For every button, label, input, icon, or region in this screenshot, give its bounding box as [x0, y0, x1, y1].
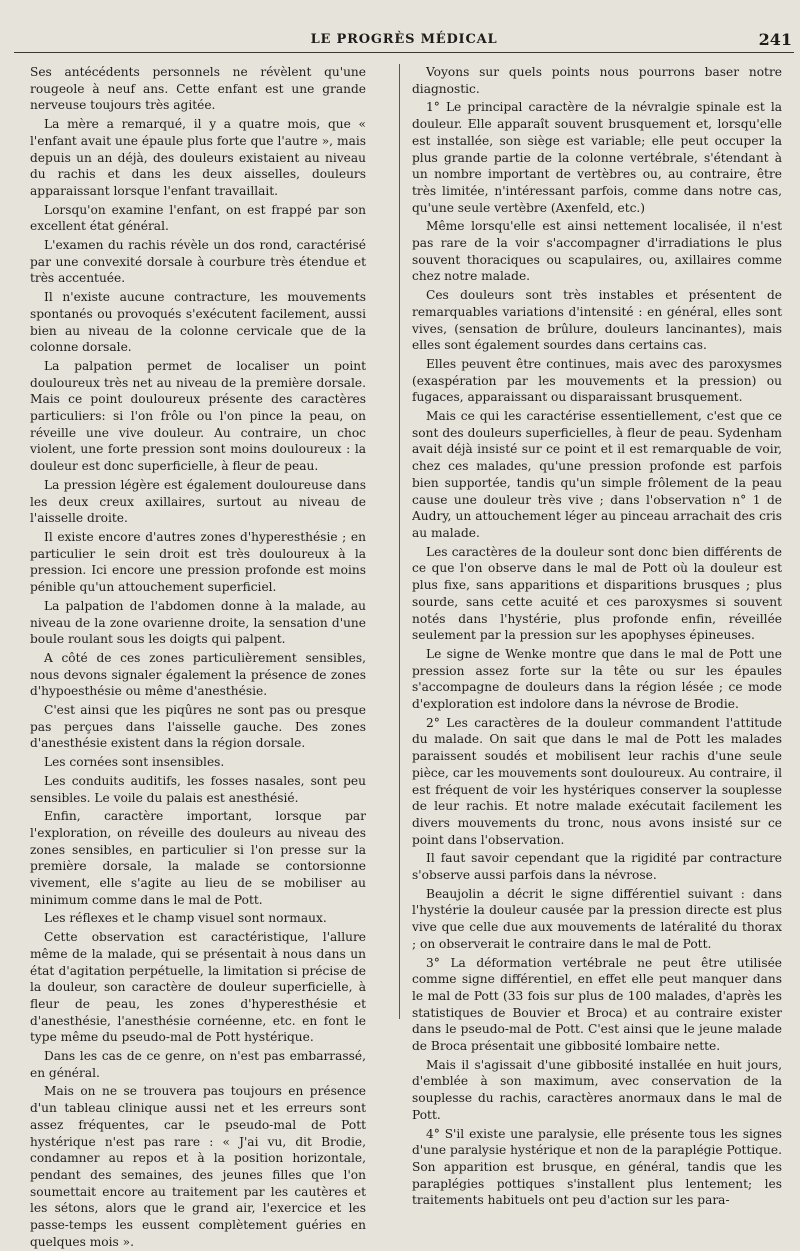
- paragraph: Il n'existe aucune contracture, les mouvements spontanés ou provoqués s'exécutent facilement, aussi bien au niveau de la colonne cervicale que de la colonne dorsale.: [30, 290, 366, 355]
- right-column: [412, 64, 782, 1208]
- paragraph: Le signe de Wenke montre que dans le mal de Pott une pression assez forte sur la tête ou sur les épaules s'accompagne de douleurs dans la région lésée ; ce mode d'exploration est indolore dans la névrose de Brodie.: [412, 646, 782, 712]
- paragraph: Les conduits auditifs, les fosses nasales, sont peu sensibles. Le voile du palais est anesthésié.: [30, 773, 366, 805]
- paragraph: Même lorsqu'elle est ainsi nettement localisée, il n'est pas rare de la voir s'accompagner d'irradiations le plus souvent thoraciques ou scapulaires, ou, axillaires comme chez notre malade.: [412, 219, 782, 284]
- journal-title: LE PROGRÈS MÉDICAL: [310, 32, 498, 47]
- paragraph: Ses antécédents personnels ne révèlent qu'une rougeole à neuf ans. Cette enfant est une grande nerveuse toujours très agitée.: [30, 65, 366, 113]
- paragraph: L'examen du rachis révèle un dos rond, caractérisé par une convexité dorsale à courbure très étendue et très accentuée.: [30, 238, 366, 286]
- paragraph: Beaujolin a décrit le signe différentiel suivant : dans l'hystérie la douleur causée par la pression directe est plus vive que celle due aux mouvements de latéralité du thorax ; on observerait le contraire dans le mal de Pott.: [412, 886, 782, 951]
- page-header: [14, 30, 794, 53]
- paragraph: La mère a remarqué, il y a quatre mois, que « l'enfant avait une épaule plus forte que l'autre », mais depuis un an déjà, des douleurs existaient au niveau du rachis et dans les deux aisselles, douleurs apparaissant lorsque l'enfant travaillait.: [30, 117, 366, 198]
- paragraph: Les réflexes et le champ visuel sont normaux.: [44, 911, 327, 926]
- paragraph: Voyons sur quels points nous pourrons baser notre diagnostic.: [412, 65, 782, 96]
- paragraph: 4° S'il existe une paralysie, elle présente tous les signes d'une paralysie hystérique et non de la paraplégie Pottique. Son apparition est brusque, en général, tandis que les paraplégies pottiques s'installent plus lentement; les traitements habituels ont peu d'action sur les para-: [412, 1126, 782, 1208]
- paragraph: 2° Les caractères de la douleur commandent l'attitude du malade. On sait que dans le mal de Pott les malades paraissent soudés et mobilisent leur rachis d'une seule pièce, car les mouvements sont douloureux. Au contraire, il est fréquent de voir les hystériques conserver la souplesse de leur rachis. Et notre malade exécutait facilement les divers mouvements du tronc, nous avons insisté sur ce point dans l'observation.: [412, 715, 782, 847]
- page-number: 241: [758, 30, 792, 49]
- paragraph: Dans les cas de ce genre, on n'est pas embarrassé, en général.: [30, 1049, 366, 1080]
- paragraph: Mais ce qui les caractérise essentiellement, c'est que ce sont des douleurs superficielles, à fleur de peau. Sydenham avait déjà insisté sur ce point et il est remarquable de voir, chez ces malades, qu'une pression profonde est parfois bien supportée, tandis qu'un simple frôlement de la peau cause une douleur très vive ; dans l'observation n° 1 de Audry, un attouchement léger au pinceau arrachait des cris au malade.: [412, 409, 782, 540]
- paragraph: La palpation de l'abdomen donne à la malade, au niveau de la zone ovarienne droite, la sensation d'une boule roulant sous les doigts qui palpent.: [30, 598, 366, 647]
- paragraph: A côté de ces zones particulièrement sensibles, nous devons signaler également la présence de zones d'hypoesthésie ou même d'anesthésie.: [30, 650, 366, 699]
- paragraph: Cette observation est caractéristique, l'allure même de la malade, qui se présentait à nous dans un état d'agitation perpétuelle, la limitation si précise de la douleur, son caractère de douleur superficielle, à fleur de peau, les zones d'hyperesthésie et d'anesthésie, l'anesthésie cornéenne, etc. en font le type même du pseudo-mal de Pott hystérique.: [30, 930, 366, 1045]
- paragraph: La pression légère est également douloureuse dans les deux creux axillaires, surtout au niveau de l'aisselle droite.: [30, 477, 366, 526]
- column-divider: [399, 64, 400, 1019]
- paragraph: Mais il s'agissait d'une gibbosité installée en huit jours, d'emblée à son maximum, avec conservation de la souplesse du rachis, caractères anormaux dans le mal de Pott.: [412, 1057, 782, 1122]
- left-column: [30, 64, 366, 1249]
- paragraph: Enfin, caractère important, lorsque par l'exploration, on réveille des douleurs au niveau des zones sensibles, en particulier si l'on presse sur la première dorsale, la malade se contorsionne vivement, elle s'agite au lieu de se mobiliser au minimum comme dans le mal de Pott.: [30, 809, 366, 907]
- paragraph: Elles peuvent être continues, mais avec des paroxysmes (exaspération par les mouvements et la pression) ou fugaces, apparaissant ou disparaissant brusquement.: [412, 356, 782, 405]
- paragraph: Lorsqu'on examine l'enfant, on est frappé par son excellent état général.: [30, 202, 366, 234]
- paragraph: Mais on ne se trouvera pas toujours en présence d'un tableau clinique aussi net et les erreurs sont assez fréquentes, car le pseudo-mal de Pott hystérique n'est pas rare : « J'ai vu, dit Brodie, condamner au repos et à la position horizontale, pendant des semaines, des jeunes filles que l'on soumettait encore au traitement par les cautères et les sétons, alors que le grand air, l'exercice et les passe-temps les eussent complètement guéries en quelques mois ».: [30, 1084, 366, 1249]
- paragraph: C'est ainsi que les piqûres ne sont pas ou presque pas perçues dans l'aisselle gauche. Des zones d'anesthésie existent dans la région dorsale.: [30, 703, 366, 751]
- paragraph: Les cornées sont insensibles.: [44, 755, 225, 770]
- paragraph: 1° Le principal caractère de la névralgie spinale est la douleur. Elle apparaît souvent brusquement et, lorsqu'elle est installée, son siège est variable; elle peut occuper la plus grande partie de la colonne vertébrale, s'étendant à un nombre important de vertèbres ou, au contraire, être très limitée, n'intéressant parfois, comme dans notre cas, qu'une seule vertèbre (Axenfeld, etc.): [412, 100, 782, 215]
- paragraph: Il faut savoir cependant que la rigidité par contracture s'observe aussi parfois dans la névrose.: [412, 851, 782, 883]
- paragraph: Les caractères de la douleur sont donc bien différents de ce que l'on observe dans le mal de Pott où la douleur est plus fixe, sans apparitions et disparitions brusques ; plus sourde, sans cette acuité et ces paroxysmes si souvent notés dans l'hystérie, plus profonde enfin, réveillée seulement par la pression sur les apophyses épineuses.: [412, 544, 782, 643]
- paragraph: Il existe encore d'autres zones d'hyperesthésie ; en particulier le sein droit est très douloureux à la pression. Ici encore une pression profonde est moins pénible qu'un attouchement superficiel.: [30, 529, 366, 595]
- paragraph: La palpation permet de localiser un point douloureux très net au niveau de la première dorsale. Mais ce point douloureux présente des caractères particuliers: si l'on frôle ou l'on pince la peau, on réveille une vive douleur. Au contraire, un choc violent, une forte pression sont moins douloureux : la douleur est donc superficielle, à fleur de peau.: [30, 358, 366, 474]
- paragraph: 3° La déformation vertébrale ne peut être utilisée comme signe différentiel, en effet elle peut manquer dans le mal de Pott (33 fois sur plus de 100 malades, d'après les statistiques de Bouvier et Broca) et au contraire exister dans le pseudo-mal de Pott. C'est ainsi que le jeune malade de Broca présentait une gibbosité lombaire nette.: [412, 955, 782, 1054]
- paragraph: Ces douleurs sont très instables et présentent de remarquables variations d'intensité : en général, elles sont vives, (sensation de brûlure, douleurs lancinantes), mais elles sont également sourdes dans certains cas.: [412, 288, 782, 353]
